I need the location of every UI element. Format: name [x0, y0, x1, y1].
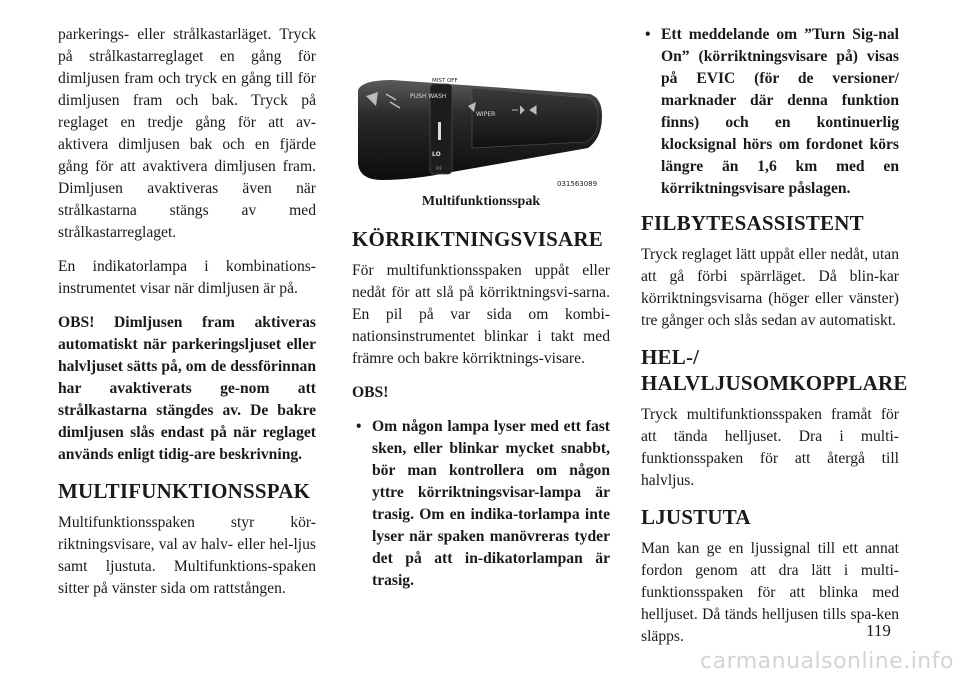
indicator-paragraph: En indikatorlampa i kombinations-instrumentet visar när dimljusen är på. [58, 258, 316, 297]
list-item-text: Om någon lampa lyser med ett fast sken, eller blinkar mycket snabbt, bör man kontrollera om någon yttre körriktningsvisar-lampa är trasig. Om en indika-torlampa inte lyser när spaken manövreras tyder det på att in-dikatorlampan är trasig. [372, 418, 610, 589]
flash-to-pass-paragraph: Man kan ge en ljussignal till ett annat fordon genom att dra lätt i multi-funktionsspaken för att blinka med helljuset. Då tänds helljusen tills spa-ken släpps. [641, 540, 899, 645]
lane-change-paragraph: Tryck reglaget lätt uppåt eller nedåt, utan att gå förbi spärrläget. Då blin-kar körriktningsvisarna (höger eller vänster) tre gånger och slås sedan av automatiskt. [641, 246, 899, 329]
heading-high-low-beam: HEL-/ HALVLJUSOMKOPPLARE [641, 345, 908, 395]
lo-label: LO [432, 151, 441, 158]
turn-signals-note-list [352, 416, 610, 592]
bullet-glyph: • [645, 26, 651, 43]
wiper-label: WIPER [476, 111, 496, 118]
push-wash-label: PUSH WASH [410, 93, 447, 100]
fog-light-note: OBS! Dimljusen fram aktiveras automatiskt när parkeringsljuset eller halvljuset sätts på, om de dessförinnan har avaktiverats ge-nom att strålkastarna stängdes av. De bakre dimljusen slås endast på när reglaget används enligt tidig-are beskrivning. [58, 314, 316, 463]
heading-lane-change-assist: FILBYTESASSISTENT [641, 211, 864, 235]
lever-illustration [352, 76, 610, 188]
turn-signals-paragraph: För multifunktionsspaken uppåt eller nedåt för att slå på körriktningsvi-sarna. En pil på var sida om kombi-nationsinstrumentet blinkar i takt med främre och bakre körriktnings-visare. [352, 262, 610, 367]
page-number: 119 [866, 621, 891, 640]
figure-caption: Multifunktionsspak [421, 194, 541, 209]
column-middle [352, 24, 610, 602]
list-item [641, 24, 899, 200]
bullet-glyph: • [356, 418, 362, 435]
high-low-beam-paragraph: Tryck multifunktionsspaken framåt för att tända helljuset. Dra i multi-funktionsspaken för att återgå till halvljus. [641, 406, 899, 489]
fog-light-paragraph: parkerings- eller strålkastarläget. Tryck på strålkastarreglaget en gång för dimljusen fram och tryck en gång till för dimljusen fram och bak. Tryck på reglaget en tredje gång för att av-aktivera dimljusen bak och en fjärde gång för att avaktivera dimljusen fram. Dimljusen avaktiveras även när strålkastarna stängs av med strålkastarreglaget. [58, 26, 316, 241]
multifunction-paragraph: Multifunktionsspaken styr kör-riktningsvisare, val av halv- eller hel-ljus samt ljustuta. Multifunktions-spaken sitter på vänster sida om rattstången. [58, 514, 316, 597]
list-item [352, 416, 610, 592]
column-left [58, 24, 316, 612]
svg-text:P/F: P/F [436, 166, 443, 171]
heading-flash-to-pass: LJUSTUTA [641, 505, 751, 529]
column-right [641, 24, 908, 660]
mist-off-label: MIST OFF [432, 78, 458, 84]
watermark: carmanualsonline.info [700, 649, 954, 674]
list-item-text: Ett meddelande om ”Turn Sig-nal On” (körriktningsvisare på) visas på EVIC (för de versioner/ marknader där denna funktion finns) och en kontinuerlig klocksignal hörs om fordonet körs längre än 1,6 km med en körriktningsvisare påslagen. [661, 26, 899, 197]
multifunction-lever-figure [352, 76, 610, 188]
heading-turn-signals: KÖRRIKTNINGSVISARE [352, 227, 603, 251]
heading-multifunction-lever: MULTIFUNKTIONSSPAK [58, 479, 311, 503]
turn-signals-note-list-continued [641, 24, 899, 200]
turn-signals-note-label: OBS! [352, 384, 389, 401]
figure-code: 031563089 [557, 180, 598, 188]
